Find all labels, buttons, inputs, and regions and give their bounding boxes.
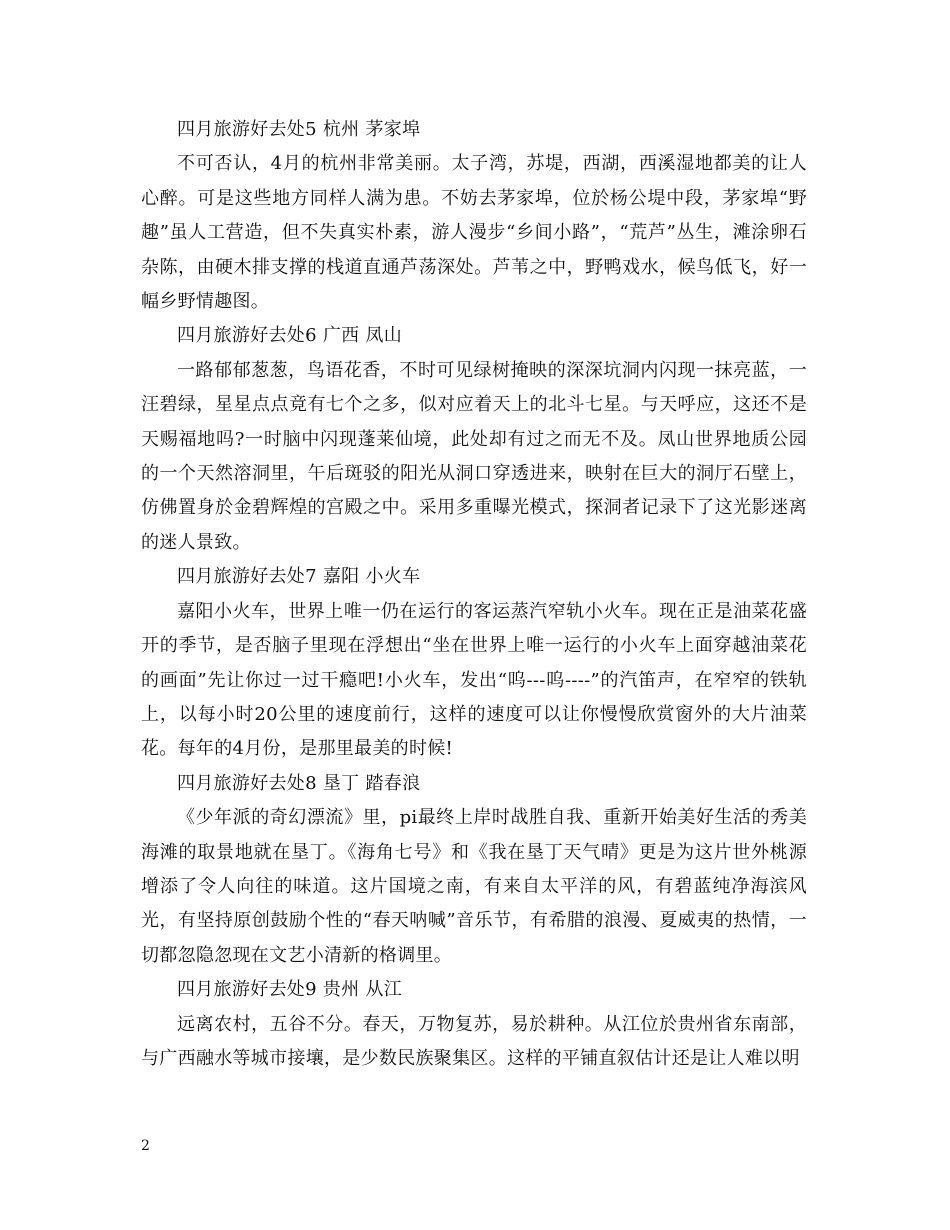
- section-paragraph: 嘉阳小火车，世界上唯一仍在运行的客运蒸汽窄轨小火车。现在正是油菜花盛开的季节，是否脑子里现在浮想出“坐在世界上唯一运行的小火车上面穿越油菜花的画面”先让你过一过干瘾吧!小火车，发出“呜---呜----”的汽笛声，在窄窄的铁轨上，以每小时20公里的速度前行，这样的速度可以让你慢慢欣赏窗外的大片油菜花。每年的4月份，是那里最美的时候!: [141, 600, 807, 760]
- section-paragraph: 远离农村，五谷不分。春天，万物复苏，易於耕种。从江位於贵州省东南部，与广西融水等城市接壤，是少数民族聚集区。这样的平铺直叙估计还是让人难以明: [141, 1013, 807, 1069]
- section-heading: 四月旅游好去处6 广西 凤山: [177, 325, 403, 347]
- section-paragraph: 《少年派的奇幻漂流》里，pi最终上岸时战胜自我、重新开始美好生活的秀美海滩的取景地就在垦丁。《海角七号》和《我在垦丁天气晴》更是为这片世外桃源增添了令人向往的味道。这片国境之南，有来自太平洋的风，有碧蓝纯净海滨风光，有坚持原创鼓励个性的“春天呐喊”音乐节，有希腊的浪漫、夏威夷的热情，一切都忽隐忽现在文艺小清新的格调里。: [141, 807, 807, 966]
- document-body: [141, 113, 807, 1076]
- section-heading: 四月旅游好去处9 贵州 从江: [177, 979, 403, 1001]
- section-heading: 四月旅游好去处5 杭州 茅家埠: [177, 119, 421, 140]
- section-paragraph: 不可否认，4月的杭州非常美丽。太子湾，苏堤，西湖，西溪湿地都美的让人心醉。可是这些地方同样人满为患。不妨去茅家埠，位於杨公堤中段，茅家埠“野趣”虽人工营造，但不失真实朴素，游人漫步“乡间小路”，“荒芦”丛生，滩涂卵石杂陈，由硬木排支撑的栈道直通芦荡深处。芦苇之中，野鸭戏水，候鸟低飞，好一幅乡野情趣图。: [141, 153, 807, 313]
- section-paragraph: 一路郁郁葱葱，鸟语花香，不时可见绿树掩映的深深坑洞内闪现一抹亮蓝，一汪碧绿，星星点点竟有七个之多，似对应着天上的北斗七星。与天呼应，这还不是天赐福地吗?一时脑中闪现蓬莱仙境，此处却有过之而无不及。凤山世界地质公园的一个天然溶洞里，午后斑驳的阳光从洞口穿透进来，映射在巨大的洞厅石壁上，仿佛置身於金碧辉煌的宫殿之中。采用多重曝光模式，探洞者记录下了这光影迷离的迷人景致。: [141, 359, 807, 553]
- section-heading: 四月旅游好去处7 嘉阳 小火车: [177, 566, 421, 588]
- page-number: 2: [141, 1138, 150, 1154]
- section-heading: 四月旅游好去处8 垦丁 踏春浪: [177, 772, 421, 794]
